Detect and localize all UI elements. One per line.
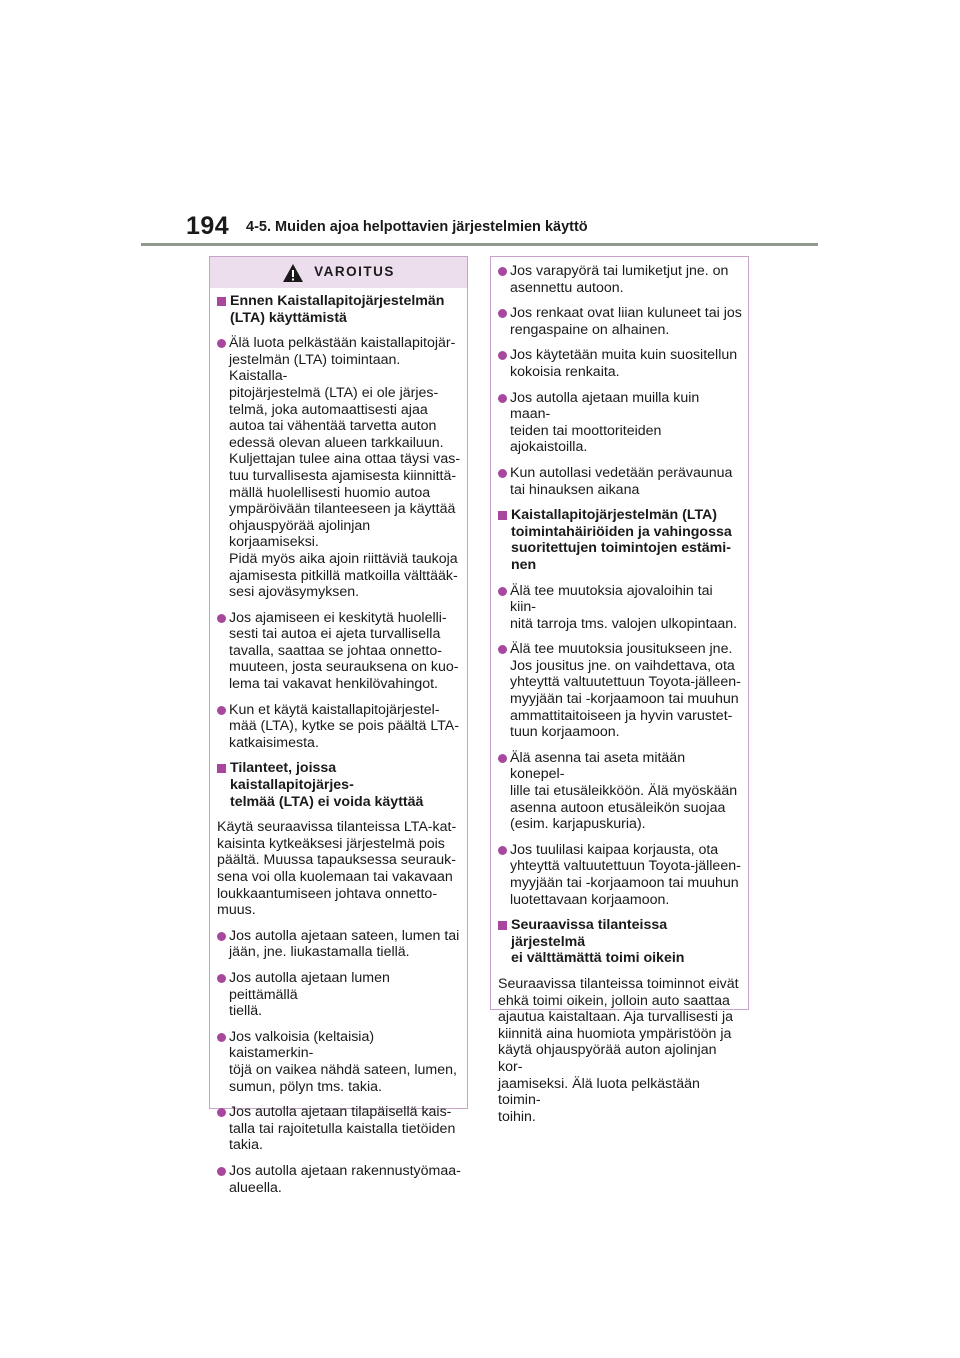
bullet-item	[498, 641, 742, 741]
section-heading	[498, 507, 742, 573]
square-bullet-icon	[217, 297, 226, 306]
round-bullet-icon	[498, 754, 507, 763]
bullet-text: Jos renkaat ovat liian kuluneet tai jos rengaspaine on alhainen.	[510, 305, 742, 338]
bullet-item	[498, 583, 742, 633]
bullet-text: Jos autolla ajetaan rakennustyömaa- alueella.	[229, 1162, 461, 1196]
paragraph: Seuraavissa tilanteissa toiminnot eivät ehkä toimi oikein, jolloin auto saattaa ajautua kaistaltaan. Aja turvallisesti ja kiinnitä aina huomiota ympäristöön ja käytä ohjauspyörää auton ajolinjan kor- jaamiseksi. Älä luota pelkästään toimin- toihin.	[498, 975, 739, 1125]
warning-box-header	[210, 257, 467, 288]
round-bullet-icon	[217, 932, 226, 941]
page-number: 194	[186, 212, 230, 240]
bullet-item	[217, 1163, 461, 1196]
bullet-text: Jos autolla ajetaan sateen, lumen tai jään, jne. liukastamalla tiellä.	[229, 927, 460, 961]
section-heading-text: Ennen Kaistallapitojärjestelmän (LTA) käyttämistä	[230, 293, 445, 326]
bullet-item	[217, 1104, 461, 1154]
bullet-item	[498, 842, 742, 908]
section-heading	[498, 917, 742, 967]
bullet-text: Jos varapyörä tai lumiketjut jne. on asennettu autoon.	[510, 263, 729, 296]
header-rule	[141, 243, 818, 246]
bullet-text: Älä asenna tai aseta mitään konepel- lille tai etusäleikköön. Älä myöskään asenna autoon etusäleikön suojaa (esim. karjapuskuria).	[510, 749, 738, 833]
section-heading-text: Tilanteet, joissa kaistallapitojärjes- telmää (LTA) ei voida käyttää	[230, 760, 424, 810]
bullet-item	[217, 702, 461, 752]
round-bullet-icon	[498, 309, 507, 318]
bullet-text: Älä tee muutoksia jousitukseen jne. Jos jousitus jne. on vaihdettava, ota yhteyttä valtuutettuun Toyota-jälleen- myyjään tai -korjaamoon tai muuhun ammattitaitoiseen ja hyvin varustet- tuun korjaamoon.	[510, 641, 741, 741]
section-heading	[217, 760, 461, 810]
round-bullet-icon	[498, 351, 507, 360]
bullet-item	[217, 970, 461, 1020]
bullet-text: Älä luota pelkästään kaistallapitojär- jestelmän (LTA) toimintaan. Kaistalla- pitojärjestelmä (LTA) ei ole järjes- telmä, joka automaattisesti ajaa autoa tai vähentää tarvetta auton edessä olevan alueen tarkkailuun. Kuljettajan tulee aina ottaa täysi vas- tuu turvallisesta ajamisesta kiinnittä- mällä huolellisesti huomio autoa ympäröivään tilanteeseen ja käyttää ohjauspyörää ajolinjan korjaamiseksi. Pidä myös aika ajoin riittäviä taukoja ajamisesta pitkillä matkoilla välttääk- sesi ajoväsymyksen.	[229, 335, 461, 601]
round-bullet-icon	[217, 1167, 226, 1176]
paragraph: Käytä seuraavissa tilanteissa LTA-kat- kaisinta kytkeäksesi järjestelmä pois päältä. Muussa tapauksessa seurauk- sena voi olla kuolemaan tai vakavaan loukkaantumiseen johtava onnetto- muus.	[217, 819, 457, 919]
bullet-text: Kun et käytä kaistallapitojärjestel- mää (LTA), kytke se pois päältä LTA- katkaisimesta.	[229, 701, 459, 751]
bullet-text: Kun autollasi vedetään perävaunua tai hinauksen aikana	[510, 464, 733, 498]
round-bullet-icon	[217, 614, 226, 623]
bullet-text: Jos valkoisia (keltaisia) kaistamerkin- töjä on vaikea nähdä sateen, lumen, sumun, pölyn tms. takia.	[229, 1028, 457, 1095]
round-bullet-icon	[217, 339, 226, 348]
right-column-body	[491, 257, 748, 1125]
bullet-item	[217, 335, 461, 601]
section-title: 4-5. Muiden ajoa helpottavien järjestelmien käyttö	[246, 219, 588, 235]
round-bullet-icon	[498, 267, 507, 276]
bullet-item	[498, 750, 742, 833]
bullet-text: Jos autolla ajetaan muilla kuin maan- teiden tai moottoriteiden ajokaistoilla.	[510, 389, 700, 456]
round-bullet-icon	[217, 974, 226, 983]
left-column-body	[210, 288, 467, 1196]
round-bullet-icon	[217, 1108, 226, 1117]
warning-box-right	[490, 256, 749, 1125]
bullet-item	[498, 465, 742, 498]
round-bullet-icon	[217, 1033, 226, 1042]
bullet-item	[498, 305, 742, 338]
round-bullet-icon	[498, 846, 507, 855]
bullet-text: Jos tuulilasi kaipaa korjausta, ota yhteyttä valtuutettuun Toyota-jälleen- myyjään tai -korjaamoon tai muuhun luotettavaan korjaamoon.	[510, 841, 741, 908]
bullet-text: Jos autolla ajetaan lumen peittämällä tiellä.	[229, 969, 390, 1020]
warning-label: VAROITUS	[314, 264, 395, 280]
section-heading-text: Seuraavissa tilanteissa järjestelmä ei välttämättä toimi oikein	[511, 917, 685, 967]
round-bullet-icon	[498, 469, 507, 478]
round-bullet-icon	[498, 587, 507, 596]
square-bullet-icon	[217, 764, 226, 773]
bullet-item	[217, 610, 461, 693]
bullet-item	[498, 390, 742, 456]
bullet-text: Jos ajamiseen ei keskitytä huolelli- sesti tai autoa ei ajeta turvallisella tavalla, saattaa se johtaa onnetto- muuteen, josta seurauksena on kuo- lema tai vakavat henkilövahingot.	[229, 609, 459, 693]
round-bullet-icon	[498, 645, 507, 654]
bullet-text: Älä tee muutoksia ajovaloihin tai kiin- nitä tarroja tms. valojen ulkopintaan.	[510, 582, 738, 632]
round-bullet-icon	[217, 706, 226, 715]
bullet-text: Jos käytetään muita kuin suositellun kokoisia renkaita.	[510, 347, 738, 380]
square-bullet-icon	[498, 511, 507, 520]
bullet-item	[217, 928, 461, 961]
round-bullet-icon	[498, 394, 507, 403]
section-heading-text: Kaistallapitojärjestelmän (LTA) toimintahäiriöiden ja vahingossa suoritettujen toimintojen estämi- nen	[511, 507, 732, 573]
warning-box-left	[209, 256, 468, 1196]
bullet-item	[217, 1029, 461, 1095]
bullet-item	[498, 347, 742, 380]
bullet-text: Jos autolla ajetaan tilapäisellä kais- talla tai rajoitetulla kaistalla tietöiden takia.	[229, 1104, 456, 1154]
bullet-item	[498, 263, 742, 296]
section-heading	[217, 293, 461, 326]
warning-triangle-icon	[282, 263, 304, 283]
square-bullet-icon	[498, 921, 507, 930]
